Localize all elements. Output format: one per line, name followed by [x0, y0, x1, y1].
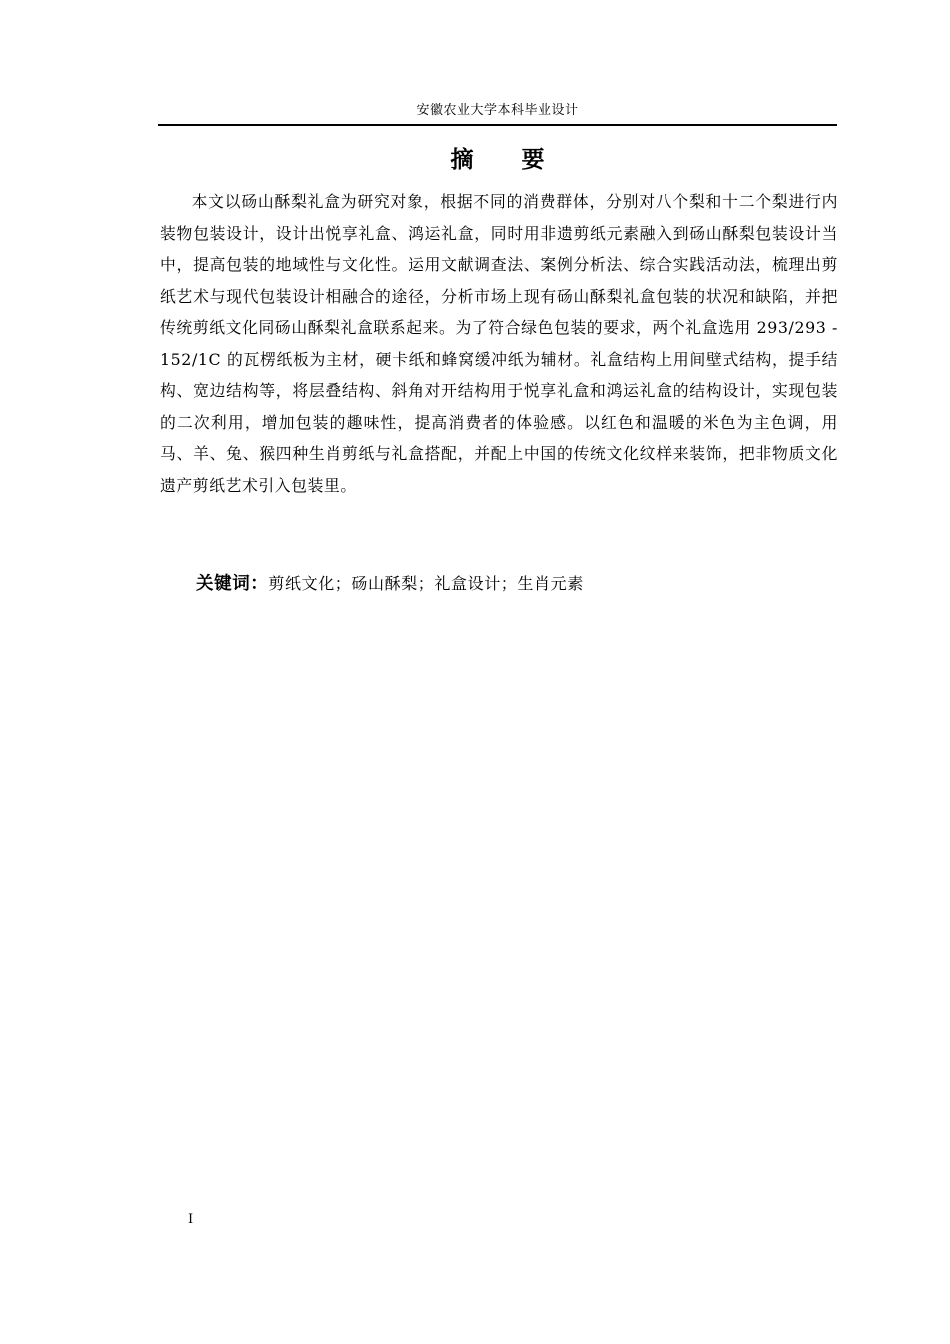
page-title: 摘 要 — [450, 147, 565, 173]
page-number: I — [188, 1212, 194, 1227]
keywords-label: 关键词： — [196, 574, 269, 594]
keywords-line — [196, 568, 836, 600]
running-header: 安徽农业大学本科毕业设计 — [416, 103, 579, 118]
keywords-value: 剪纸文化；砀山酥梨；礼盒设计；生肖元素 — [268, 574, 584, 593]
header-rule — [158, 124, 837, 126]
abstract-body: 本文以砀山酥梨礼盒为研究对象，根据不同的消费群体，分别对八个梨和十二个梨进行内装物包装设计，设计出悦享礼盒、鸿运礼盒，同时用非遗剪纸元素融入到砀山酥梨包装设计当中，提高包装的地域性与文化性。运用文献调查法、案例分析法、综合实践活动法，梳理出剪纸艺术与现代包装设计相融合的途径，分析市场上现有砀山酥梨礼盒包装的状况和缺陷，并把传统剪纸文化同砀山酥梨礼盒联系起来。为了符合绿色包装的要求，两个礼盒选用 293/293 - 152/1C 的瓦楞纸板为主材，硬卡纸和蜂窝缓冲纸为辅材。礼盒结构上用间壁式结构，提手结构、宽边结构等，将层叠结构、斜角对开结构用于悦享礼盒和鸿运礼盒的结构设计，实现包装的二次利用，增加包装的趣味性，提高消费者的体验感。以红色和温暖的米色为主色调，用马、羊、兔、猴四种生肖剪纸与礼盒搭配，并配上中国的传统文化纹样来装饰，把非物质文化遗产剪纸艺术引入包装里。 — [160, 192, 838, 495]
